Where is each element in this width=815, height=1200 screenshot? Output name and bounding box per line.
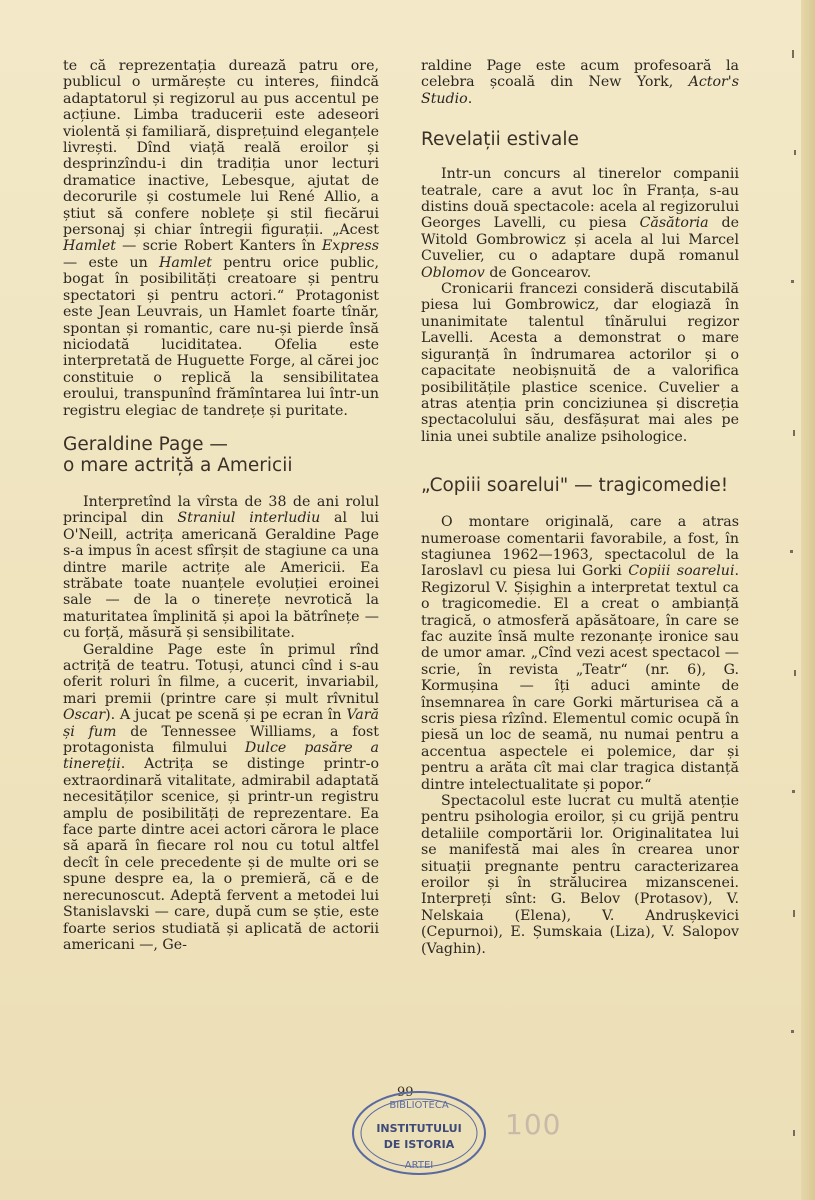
copiii-paragraph-1: O montare originală, care a atras numeroase comentarii favorabile, a fost, în stagiunea 1962—1963, spectacolul de la Iaroslavl cu piesa lui Gorki Copiii soarelui. Regizorul V. Șișighin a interpretat textul ca o tragicomedie. El a creat o ambianță tragică, o atmosferă apăsătoare, în care se fac auzite însă multe rezonanțe ironice sau de umor amar. „Cînd vezi acest spectacol — scrie, în revista „Teatr“ (nr. 6), G. Kormușina — îți aduci aminte de însemnarea în care Gorki mărturisea că a scris piesa rîzînd. Elementul comic ocupă în piesă un loc de seamă, nu numai pentru a accentua aspectele ei polemice, dar și pentru a arăta cît mai clar tragica distanță dintre intelectualitate și popor.“ <box>421 514 740 793</box>
heading-geraldine-page: Geraldine Page — o mare actriță a Americii <box>63 433 293 476</box>
stamp-bottom-text: ARTEI <box>404 1160 434 1171</box>
stamp-line-2: DE ISTORIA <box>383 1138 455 1151</box>
revelatii-paragraph-2: Cronicarii francezi consideră discutabilă piesa lui Gombrowicz, dar elogiază în unanimitate talentul tînărului regizor Lavelli. Acesta a demonstrat o mare siguranță în îndrumarea actorilor și o capacitate neobișnuită de a valorifica posibilitățile plastice scenice. Cuvelier a atras atenția prin conciziunea și discreția spectacolului său, desfășurat mai ales pe linia unei subtile analize psihologice. <box>421 281 739 445</box>
page-number: 99 <box>397 1085 414 1100</box>
geraldine-paragraph-2: Geraldine Page este în primul rînd actriță de teatru. Totuși, atunci cînd i s-au oferit roluri în filme, a cucerit, invariabil, mari premii (printre care și mult rîvnitul Oscar). A jucat pe scenă și pe ecran în Vară și fum de Tennessee Williams, a fost protagonista filmului Dulce pasăre a tinereții. Actrița se distinge printr-o extraordinară vitalitate, admirabil adaptată necesităților scenice, și printr-un registru amplu de posibilități de reprezentare. Ea face parte dintre acei actori cărora le place să apară în fiecare rol nou cu totul altfel decît în cele precedente și de multe ori se spune despre ea, la o premieră, că e de nerecunoscut. Adeptă fervent a metodei lui Stanislavski — care, după cum se știe, este foarte serios studiată și aplicată de actorii americani —, Ge- <box>63 641 379 953</box>
heading-copiii-soarelui: „Copiii soarelui" — tragicomedie! <box>421 475 729 497</box>
geraldine-paragraph-1: Interpretînd la vîrsta de 38 de ani rolul principal din Straniul interludiu al lui O'Neill, actrița americană Geraldine Page s-a impus în acest sfîrșit de stagiune ca una dintre marile actrițe ale Americii. Ea străbate toate nuanțele evoluției eroinei sale — de la o tinerețe nevrotică la maturitatea împlinită și apoi la bătrînețe — cu forță, măsură și sensibilitate. <box>63 493 379 642</box>
geraldine-continuation: raldine Page este acum profesoară la celebra școală din New York, Actor's Studio. <box>421 58 739 107</box>
right-column <box>421 58 739 957</box>
stamp-line-1: INSTITUTULUI <box>376 1122 462 1135</box>
right-margin-marks <box>782 30 804 1190</box>
heading-revelatii-estivale: Revelații estivale <box>421 129 579 151</box>
copiii-paragraph-2: Spectacolul este lucrat cu multă atenție pentru psihologia eroilor, și cu grijă pentru detaliile comportării lor. Originalitatea lui se manifestă mai ales în crearea unor situații pregnante pentru caracterizarea eroilor și în strălucirea mizanscenei. Interpreți sînt: G. Belov (Protasov), V. Nelskaia (Elena), V. Andrușkevici (Cepurnoi), E. Șumskaia (Liza), V. Salopov (Vaghin). <box>421 793 739 957</box>
stamp-top-text: BIBLIOTECA <box>389 1100 449 1111</box>
hamlet-paragraph: te că reprezentația durează patru ore, publicul o urmărește cu interes, fiindcă adaptatorul și regizorul au pus accentul pe acțiune. Limba traducerii este adeseori violentă și familiară, disprețuind eleganțele livrești. Dînd viață reală eroilor și desprinzîndu-i din tradiția unor lecturi dramatice inactive, Lebesque, ajutat de decorurile și costumele lui René Allio, a știut să confere noblețe și stil fiecărui personaj și chiar întregii figurații. „Acest Hamlet — scrie Robert Kanters în Express — este un Hamlet pentru orice public, bogat în posibilități creatoare și pentru spectatori și pentru actori.“ Protagonist este Jean Leuvrais, un Hamlet foarte tînăr, spontan și romantic, care nu-și pierde însă niciodată luciditatea. Ofelia este interpretată de Huguette Forge, al cărei joc constituie o replică la sensibilitatea eroului, transpunînd frămîntarea lui într-un registru elegiac de tandrețe și puritate. <box>63 58 379 419</box>
left-column <box>63 58 379 953</box>
revelatii-paragraph-1: Intr-un concurs al tinerelor companii teatrale, care a avut loc în Franța, s-au distins două spectacole: acela al regizorului Georges Lavelli, cu piesa Căsătoria de Witold Gombrowicz și acela al lui Marcel Cuvelier, cu o adaptare după romanul Oblomov de Goncearov. <box>421 166 739 281</box>
handwritten-number: 100 <box>505 1108 562 1141</box>
library-stamp <box>350 1088 488 1178</box>
